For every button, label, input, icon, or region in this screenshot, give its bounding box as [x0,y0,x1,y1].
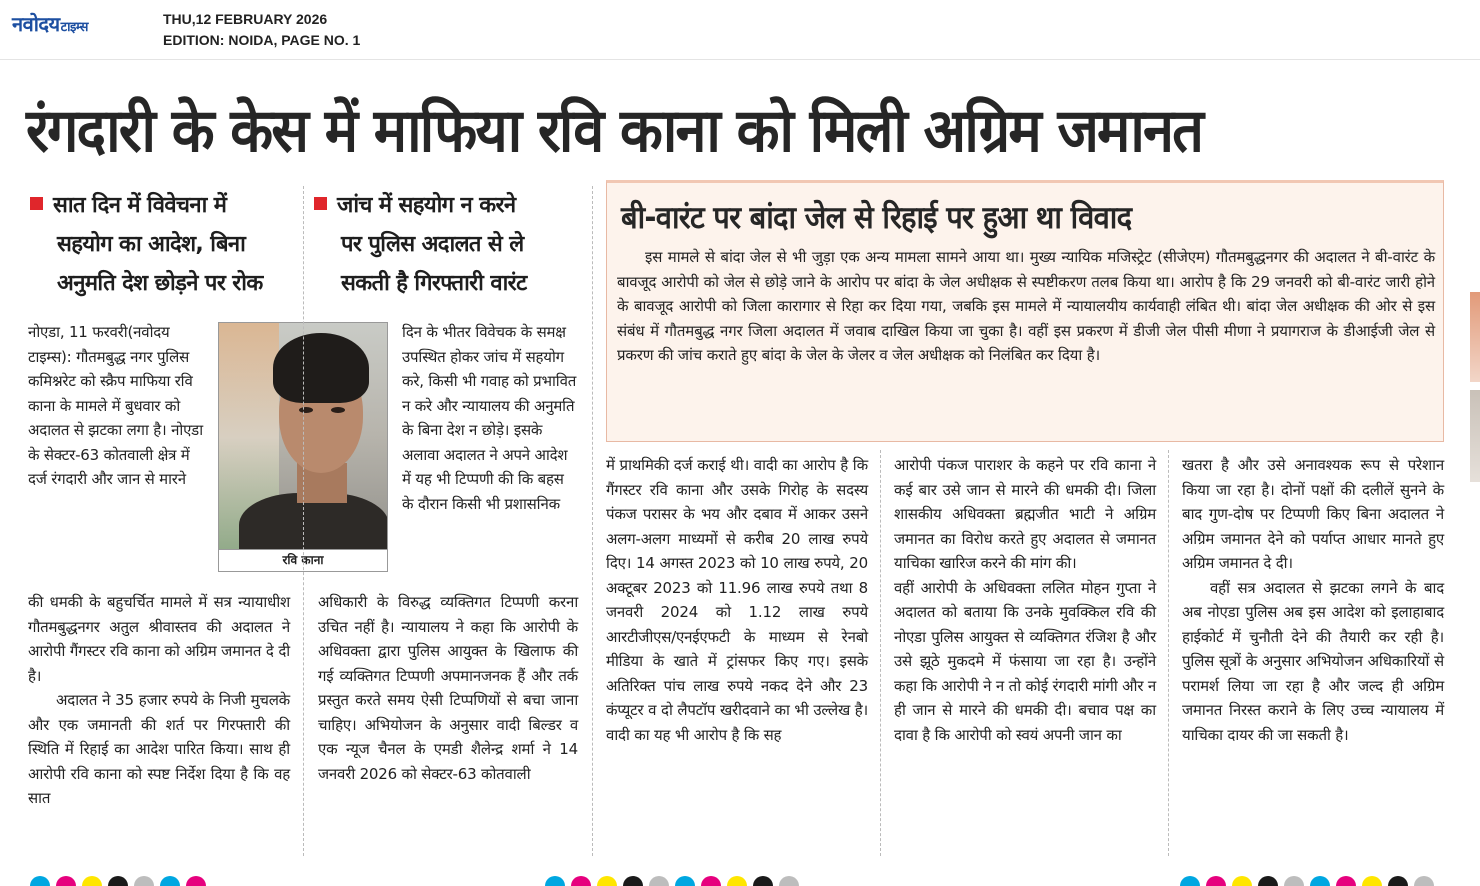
registration-mark-dot [1388,876,1408,886]
edition-info [163,9,360,51]
column-2-top: दिन के भीतर विवेचक के समक्ष उपस्थित होकर जांच में सहयोग करे, किसी भी गवाह को प्रभावित न करे और न्यायालय की अनुमति के बिना देश न छोड़े। इसके अलावा अदालत ने अपने आदेश में यह भी टिप्पणी की कि बहस के दौरान किसी भी प्रशासनिक [402,323,577,513]
photo-caption: रवि काना [219,549,387,571]
column-3: में प्राथमिकी दर्ज कराई थी। वादी का आरोप है कि गैंगस्टर रवि काना और उसके गिरोह के सदस्य पंकज परासर के भय और दबाव में आकर उसने अलग-अलग माध्यमों से करीब 20 लाख रुपये दिए। 14 अगस्त 2023 को 10 लाख रुपये, 20 अक्टूबर 2023 को 11.96 लाख रुपये तथा 8 जनवरी 2024 को 1.12 लाख रुपये आरटीजीएस/एनईएफटी के माध्यम से रेनबो मीडिया के खाते में ट्रांसफर किए गए। इसके अतिरिक्त पांच लाख रुपये नकद देने और 23 कंप्यूटर व दो लैपटॉप खरीदवाने का भी उल्लेख है। वादी का यह भी आरोप है कि सह [606,456,868,744]
column-1-top: नोएडा, 11 फरवरी(नवोदय टाइम्स): गौतमबुद्ध नगर पुलिस कमिश्नरेट को स्क्रैप माफिया रवि काना के मामले में बुधवार को अदालत से झटका लगा है। नोएडा के सेक्टर-63 कोतवाली क्षेत्र में दर्ज रंगदारी और जान से मारने [28,323,203,488]
registration-mark-dot [545,876,565,886]
registration-mark-dot [571,876,591,886]
registration-marks-middle [545,876,799,886]
registration-mark-dot [1362,876,1382,886]
registration-mark-dot [753,876,773,886]
subheading-1-line-2: सहयोग का आदेश, बिना [57,232,246,257]
registration-mark-dot [701,876,721,886]
logo-sub-text: टाइम्स [60,20,88,35]
article-headline: रंगदारी के केस में माफिया रवि काना को मिली अग्रिम जमानत [26,96,1203,166]
registration-mark-dot [1336,876,1356,886]
photo-eye-right [331,407,345,413]
box-title: बी-वारंट पर बांदा जेल से रिहाई पर हुआ था विवाद [621,200,1132,236]
box-text: इस मामले से बांदा जेल से भी जुड़ा एक अन्य मामला सामने आया था। मुख्य न्यायिक मजिस्ट्रेट (सीजेएम) गौतमबुद्धनगर की अदालत ने बी-वारंट के बावजूद आरोपी को जेल से छोड़े जाने के आरोप पर बांदा के जेल अधीक्षक से स्पष्टीकरण तलब किया था। आरोप है कि 29 जनवरी को बी-वारंट जारी होने के बावजूद आरोपी को जिला कारागार से रिहा कर दिया गया, जबकि इस मामले में न्यायालयीय कार्यवाही लंबित थी। बांदा जेल अधीक्षक की ओर से इस संबंध में गौतमबुद्ध नगर जिला अदालत में जवाब दाखिल किया जा चुका है। वहीं इस प्रकरण में डीजी जेल पीसी मीणा ने प्रयागराज के डीआईजी जेल से प्रकरण की जांच कराते हुए बांदा के जेल के जेलर व जेल अधीक्षक को निलंबित कर दिया है। [617,248,1435,365]
registration-mark-dot [675,876,695,886]
edition-date: THU,12 FEBRUARY 2026 [163,11,328,27]
logo-main-text: नवोदय [12,12,60,36]
column-5 [1182,453,1444,747]
column-divider [303,186,304,856]
column-1-bottom [28,590,290,811]
paragraph: खतरा है और उसे अनावश्यक रूप से परेशान किया जा रहा है। दोनों पक्षों की दलीलें सुनने के बाद गुण-दोष पर टिप्पणी किए बिना अदालत ने अग्रिम जमानत देने को पर्याप्त आधार मानते हुए अग्रिम जमानत दे दी। [1182,456,1444,572]
subheading-2-line-2: पर पुलिस अदालत से ले [341,232,524,257]
red-bullet-icon [30,197,43,210]
column-4 [894,453,1156,747]
column-2-bottom: अधिकारी के विरुद्ध व्यक्तिगत टिप्पणी करना उचित नहीं है। न्यायालय ने कहा कि आरोपी के अधिवक्ता द्वारा पुलिस आयुक्त के खिलाफ की गई व्यक्तिगत टिप्पणी अपमानजनक हैं और तर्क प्रस्तुत करते समय ऐसी टिप्पणियों से बचा जाना चाहिए। अभियोजन के अनुसार वादी बिल्डर व एक न्यूज चैनल के एमडी शैलेन्द्र शर्मा ने 14 जनवरी 2026 को सेक्टर-63 कोतवाली [318,593,578,783]
registration-mark-dot [727,876,747,886]
registration-marks-right [1180,876,1434,886]
registration-mark-dot [1310,876,1330,886]
column-divider [880,450,881,856]
adjacent-article-fragment [1466,60,1480,886]
subheading-1 [30,186,300,303]
paragraph: अदालत ने 35 हजार रुपये के निजी मुचलके और एक जमानती की शर्त पर गिरफ्तारी की स्थिति में रिहाई का आदेश पारित किया। साथ ही आरोपी रवि काना को स्पष्ट निर्देश दिया है कि वह सात [28,691,290,807]
registration-mark-dot [160,876,180,886]
subheading-1-line-1: सात दिन में विवेचना में [53,193,227,218]
registration-mark-dot [108,876,128,886]
photo-hair [273,333,369,403]
paragraph: वहीं सत्र अदालत से झटका लगने के बाद अब नोएडा पुलिस अब इस आदेश को इलाहाबाद हाईकोर्ट में चुनौती देने की तैयारी कर रही है। पुलिस सूत्रों के अनुसार अभियोजन अधिकारियों से परामर्श लिया जा रहा है और जल्द ही अग्रिम जमानत निरस्त कराने के लिए उच्च न्यायालय में याचिका दायर की जा सकती है। [1182,578,1444,744]
sidebar-story-box [606,180,1444,442]
subheading-1-line-3: अनुमति देश छोड़ने पर रोक [57,271,263,296]
registration-mark-dot [649,876,669,886]
paragraph: वहीं आरोपी के अधिवक्ता ललित मोहन गुप्ता ने अदालत को बताया कि उनके मुवक्किल रवि की नोएडा पुलिस आयुक्त से व्यक्तिगत रंजिश है और उसे झूठे मुकदमे में फंसाया जा रहा है। उन्होंने कहा कि आरोपी ने न तो कोई रंगदारी मांगी और न ही जान से मारने की धमकी दी। बचाव पक्ष का दावा है कि आरोपी को स्वयं अपनी जान का [894,578,1156,744]
registration-mark-dot [134,876,154,886]
paragraph: की धमकी के बहुचर्चित मामले में सत्र न्यायाधीश गौतमबुद्धनगर अतुल श्रीवास्तव की अदालत ने आरोपी गैंगस्टर रवि काना को अग्रिम जमानत दे दी है। [28,593,290,685]
registration-mark-dot [1284,876,1304,886]
adjacent-photo-fragment [1470,292,1480,382]
registration-mark-dot [597,876,617,886]
registration-mark-dot [1232,876,1252,886]
photo-eye-left [299,407,313,413]
registration-mark-dot [56,876,76,886]
registration-mark-dot [1180,876,1200,886]
adjacent-photo-fragment [1470,390,1480,482]
registration-mark-dot [1258,876,1278,886]
paragraph: आरोपी पंकज पाराशर के कहने पर रवि काना ने कई बार उसे जान से मारने की धमकी दी। जिला शासकीय अधिवक्ता ब्रह्मजीत भाटी ने अग्रिम जमानत का विरोध करते हुए अदालत से जमानत याचिका खारिज करने की मांग की। [894,456,1156,572]
column-divider [1168,450,1169,856]
registration-mark-dot [1206,876,1226,886]
registration-marks-left [30,876,206,886]
registration-mark-dot [623,876,643,886]
subheading-2-line-1: जांच में सहयोग न करने [337,193,516,218]
registration-mark-dot [186,876,206,886]
red-bullet-icon [314,197,327,210]
subheading-2 [314,186,574,303]
edition-page: EDITION: NOIDA, PAGE NO. 1 [163,32,361,48]
site-header [0,0,1480,60]
registration-mark-dot [1414,876,1434,886]
subheading-2-line-3: सकती है गिरफ्तारी वारंट [341,271,527,296]
registration-mark-dot [82,876,102,886]
registration-mark-dot [30,876,50,886]
registration-mark-dot [779,876,799,886]
brand-logo[interactable] [12,10,88,37]
column-divider [592,186,593,856]
